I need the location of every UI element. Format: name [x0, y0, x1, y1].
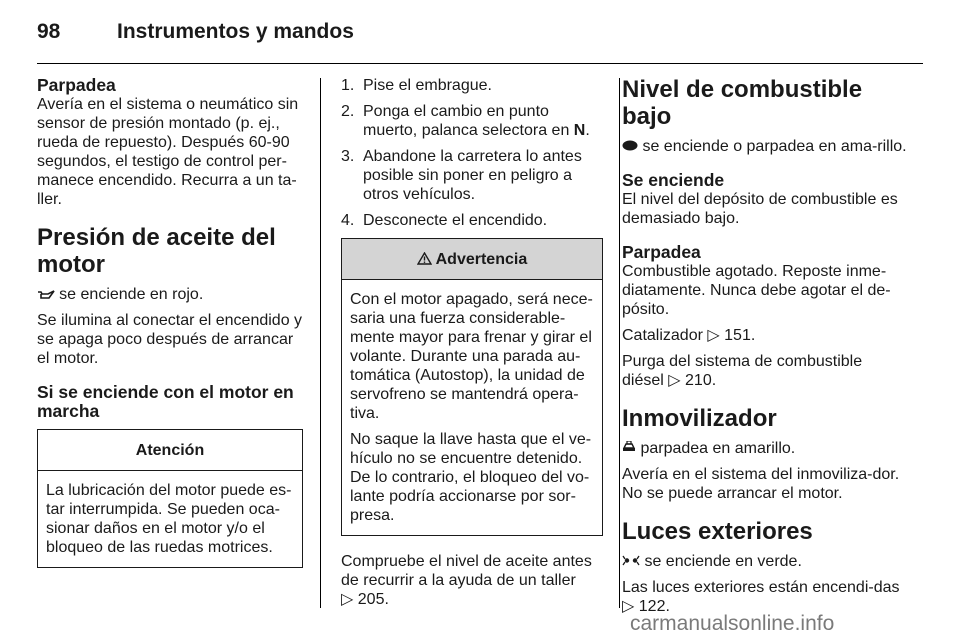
fuel-blink-text: Combustible agotado. Reposte inme-diatamente. Nunca debe agotar el de-pósito.: [622, 263, 891, 318]
steps-list: [341, 76, 603, 230]
lit-heading: Se enciende: [622, 170, 725, 190]
immobilizer-indicator-line: parpadea en amarillo.: [622, 439, 907, 458]
page-reference-icon: ▷: [341, 591, 354, 608]
list-item: 3. Abandone la carretera lo antes posible sin poner en peligro a otros vehículos.: [341, 148, 582, 203]
catalyst-reference: Catalizador ▷ 151.: [622, 327, 756, 344]
fuel-pump-icon: [622, 138, 642, 155]
warning-header: [342, 239, 602, 280]
oil-pressure-heading: Presión de aceite del motor: [37, 224, 276, 278]
page-header: [37, 20, 354, 50]
page-number: 98: [37, 20, 61, 43]
page-reference-icon: ▷: [622, 598, 635, 615]
running-heading: Si se enciende con el motor en marcha: [37, 382, 294, 421]
oil-can-icon: [37, 286, 59, 303]
list-item: 2. Ponga el cambio en punto muerto, palanca selectora en N.: [341, 103, 590, 139]
header-divider: [37, 63, 923, 64]
immobilizer-heading: Inmovilizador: [622, 405, 777, 432]
oil-indicator-line: se enciende en rojo.: [37, 285, 303, 304]
car-lock-icon: [622, 440, 640, 457]
watermark: carmanualsonline.info: [630, 612, 835, 635]
list-item: 1. Pise el embrague.: [341, 77, 492, 94]
column-left: [37, 76, 303, 568]
exterior-lights-heading: Luces exteriores: [622, 518, 813, 545]
warning-title: Advertencia: [435, 251, 528, 268]
chapter-title: Instrumentos y mandos: [117, 20, 354, 43]
oil-text: Se ilumina al conectar el encendido y se apaga poco después de arrancar el motor.: [37, 312, 303, 367]
page-reference-icon: ▷: [668, 372, 681, 389]
fuel-heading: Nivel de combustible bajo: [622, 76, 863, 130]
lights-indicator-line: se enciende en verde.: [622, 552, 907, 571]
purge-reference: Purga del sistema de combustible diésel ▷ 210.: [622, 353, 863, 389]
exterior-lights-icon: [622, 553, 644, 570]
warning-paragraph-1: Con el motor apagado, será nece-saria una fuerza considerable-mente mayor para frenar y girar el volante. Durante una parada au-tomática (Autostop), la unidad de servofreno se mantendrá opera-tiva.: [350, 291, 593, 422]
column-divider-1: [320, 78, 321, 608]
attention-text: La lubricación del motor puede es-tar interrumpida. Se pueden oca-sionar daños en el motor y/o el bloqueo de las ruedas motrices.: [46, 482, 292, 556]
attention-box: [37, 429, 303, 568]
page-reference: 205.: [357, 591, 389, 608]
immobilizer-text: Avería en el sistema del inmoviliza-dor. No se puede arrancar el motor.: [622, 466, 900, 502]
fuel-blink-heading: Parpadea: [622, 242, 701, 262]
blink-text: Avería en el sistema o neumático sin sensor de presión montado (p. ej., rueda de repuesto). Después 60-90 segundos, el testigo de control per-manece encendido. Recurra a un ta-ller.: [37, 96, 299, 208]
blink-heading: Parpadea: [37, 75, 116, 95]
page-reference-icon: ▷: [707, 327, 720, 344]
fuel-indicator-line: se enciende o parpadea en ama-rillo.: [622, 137, 907, 156]
attention-title: Atención: [38, 430, 302, 471]
list-item: 4. Desconecte el encendido.: [341, 212, 548, 229]
column-divider-2: [619, 78, 620, 608]
column-middle: [341, 76, 603, 616]
warning-triangle-icon: [417, 251, 436, 268]
column-right: [622, 76, 907, 623]
warning-paragraph-2: No saque la llave hasta que el ve-hículo no se encuentre detenido. De lo contrario, el bloqueo del vo-lante podría accionarse por sor-presa.: [350, 431, 592, 524]
lights-text: Las luces exteriores están encendi-das ▷ 122.: [622, 579, 900, 615]
warning-box: [341, 238, 603, 536]
lit-text: El nivel del depósito de combustible es demasiado bajo.: [622, 191, 898, 227]
check-oil-text: Compruebe el nivel de aceite antes de recurrir a la ayuda de un taller ▷ 205.: [341, 553, 592, 608]
